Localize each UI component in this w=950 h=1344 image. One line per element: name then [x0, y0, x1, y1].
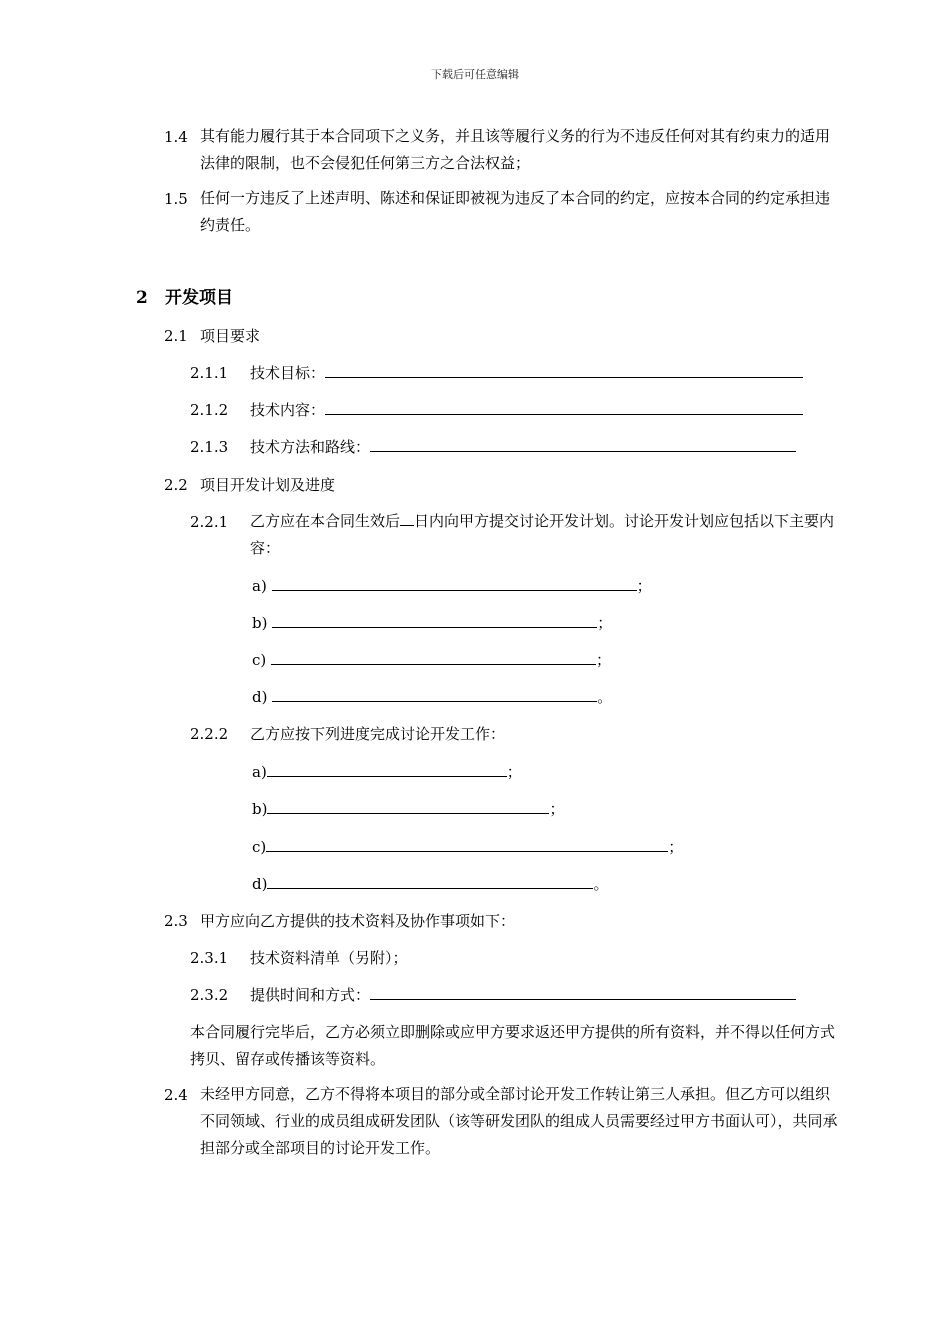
- clause-number: 2.1.1: [190, 364, 229, 382]
- list-item: b) ；: [252, 796, 564, 822]
- clause-2-3-note: 本合同履行完毕后，乙方必须立即删除或应甲方要求返还甲方提供的所有资料，并不得以任何方式拷贝、留存或传播该等资料。: [190, 1023, 836, 1068]
- field-label: 提供时间和方式：: [250, 986, 371, 1004]
- clause-number: 2.1.2: [190, 401, 229, 419]
- clause-2-4-text: 未经甲方同意，乙方不得将本项目的部分或全部讨论开发工作转让第三人承担。但乙方可以组织不同领域、行业的成员组成研发团队（该等研发团队的组成人员需要经过甲方书面认可），共同承担部分或全部项目的讨论开发工作。: [200, 1085, 838, 1157]
- clause-number: 2.2.1: [190, 513, 229, 531]
- list-item: c) ；: [252, 834, 683, 860]
- list-item: a) ；: [252, 759, 522, 785]
- fill-in-blank[interactable]: [325, 397, 803, 415]
- clause-number: 2.3: [164, 912, 188, 930]
- fill-in-blank[interactable]: [266, 834, 668, 852]
- list-item: a) ；: [252, 573, 652, 599]
- clause-2-3-text: 甲方应向乙方提供的技术资料及协作事项如下：: [200, 912, 516, 930]
- fill-in-blank[interactable]: [370, 434, 796, 452]
- clause-number: 2.4: [164, 1086, 188, 1104]
- page-header: 下载后可任意编辑: [431, 68, 519, 81]
- fill-in-blank[interactable]: [267, 759, 507, 777]
- clause-number: 2.1: [164, 327, 188, 345]
- clause-number: 1.5: [164, 190, 188, 208]
- list-item: c) ；: [252, 647, 611, 673]
- clause-number: 2.3.1: [190, 949, 229, 967]
- clause-number: 2.3.2: [190, 986, 229, 1004]
- clause-2-2-text: 项目开发计划及进度: [200, 476, 336, 494]
- clause-2-1-2-field: [250, 397, 803, 423]
- list-item: b) ；: [252, 610, 612, 636]
- clause-2-1-1-field: [250, 360, 803, 386]
- clause-1-5-text: 任何一方违反了上述声明、陈述和保证即被视为违反了本合同的约定，应按本合同的约定承担违约责任。: [200, 189, 831, 234]
- fill-in-blank[interactable]: [272, 610, 597, 628]
- clause-2-3-1-text: 技术资料清单（另附）；: [250, 949, 408, 967]
- fill-in-blank[interactable]: [272, 573, 637, 591]
- fill-in-blank[interactable]: [325, 360, 803, 378]
- section-title: 开发项目: [165, 288, 233, 308]
- field-label: 技术方法和路线：: [250, 438, 371, 456]
- fill-in-blank[interactable]: [271, 647, 596, 665]
- clause-number: 2.2: [164, 476, 188, 494]
- clause-1-4-text: 其有能力履行其于本合同项下之义务，并且该等履行义务的行为不违反任何对其有约束力的适用法律的限制，也不会侵犯任何第三方之合法权益；: [200, 127, 831, 172]
- clause-number: 1.4: [164, 128, 188, 146]
- clause-number: 2.1.3: [190, 438, 229, 456]
- fill-in-blank[interactable]: [267, 871, 593, 889]
- field-label: 技术目标：: [250, 364, 326, 382]
- fill-in-blank[interactable]: [272, 684, 597, 702]
- days-blank[interactable]: [400, 508, 414, 526]
- fill-in-blank[interactable]: [267, 796, 549, 814]
- field-label: 技术内容：: [250, 401, 326, 419]
- fill-in-blank[interactable]: [370, 982, 796, 1000]
- clause-2-3-2-field: [250, 982, 796, 1008]
- clause-number: 2.2.2: [190, 725, 229, 743]
- list-item: d) 。: [252, 684, 612, 710]
- clause-2-2-2-text: 乙方应按下列进度完成讨论开发工作：: [250, 725, 506, 743]
- clause-2-2-1-text: 乙方应在本合同生效后 日内向甲方提交讨论开发计划。讨论开发计划应包括以下主要内容：: [250, 508, 840, 562]
- list-item: d) 。: [252, 871, 608, 897]
- clause-2-1-3-field: [250, 434, 796, 460]
- section-number: 2: [136, 288, 148, 308]
- clause-2-1-text: 项目要求: [200, 327, 261, 345]
